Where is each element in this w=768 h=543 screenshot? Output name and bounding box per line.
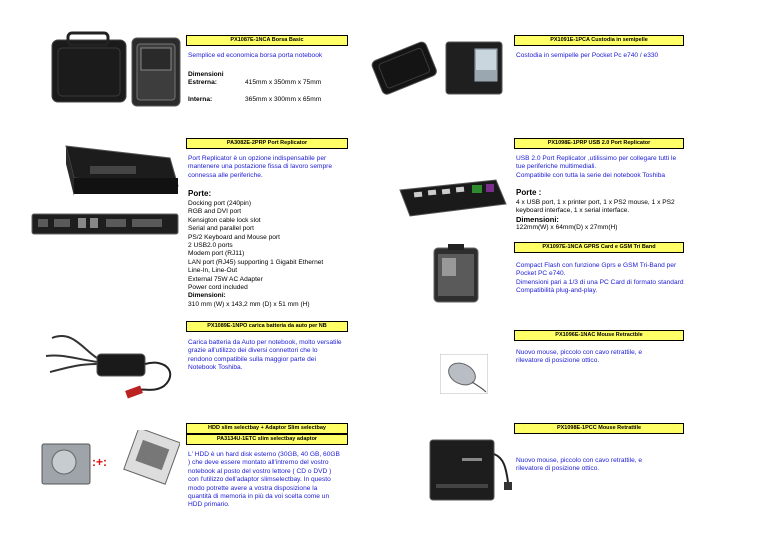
mouse-illustration: [440, 354, 488, 394]
description-line: Pocket PC e740.: [516, 270, 566, 278]
description-line: rendono compatibile sulla maggior parte dei: [188, 355, 316, 363]
ports-label: Porte:: [188, 189, 212, 198]
description-line: Compatibile con tutta la serie dei notebook Toshiba: [516, 171, 666, 179]
product-header: PX1098E-1PCC Mouse Retrattile: [514, 423, 684, 434]
dimensions-value: 310 mm (W) x 143,2 mm (D) x 51 mm (H): [188, 300, 310, 308]
description-line: con l'utilizzo dell'adaptor slimselectbay. In questo: [188, 476, 331, 484]
ports-list: [516, 199, 675, 233]
product-header: PA3082E-2PRP Port Replicator: [186, 138, 348, 149]
product-car-charger-image: [42, 328, 182, 400]
usb-port-replicator-illustration: [396, 176, 508, 220]
internal-value: 365mm x 300mm x 65mm: [245, 96, 322, 103]
port-item: Kensigton cable lock slot: [188, 216, 261, 224]
product-description: [188, 339, 342, 373]
product-description: [188, 155, 332, 180]
internal-label: Interna:: [188, 96, 213, 103]
description-line: L' HDD è un hard disk esterno (30GB, 40 GB, 60GB: [188, 451, 340, 458]
description-line: tue periferiche multimediali.: [516, 163, 597, 171]
product-header: PX1087E-1NCA Borsa Basic: [186, 35, 348, 46]
description-line: Compact Flash con funzione Gprs e GSM Tri-Band per: [516, 262, 677, 269]
product-header: PX1096E-1NAC Mouse Retractble: [514, 330, 684, 341]
dimensions-label: Dimensioni: [188, 71, 224, 78]
description-line: Port Replicator è un opzione indispensabile per: [188, 155, 327, 162]
product-description: Semplice ed economica borsa porta notebook: [188, 52, 323, 59]
description-line: Compatibilità plug-and-play.: [516, 287, 598, 295]
hdd-illustration: [40, 430, 180, 492]
port-item: Modem port (RJ11): [188, 250, 245, 258]
port-item: 2 USB2.0 ports: [188, 242, 233, 250]
ports-list: [188, 200, 323, 309]
description-line: Dimensioni pari a 1/3 di una PC Card di formato standard: [516, 278, 684, 286]
port-item: LAN port (RJ45) supporting 1 Gigabit Ethernet: [188, 258, 324, 266]
description-line: Nuovo mouse, piccolo con cavo retrattile, e: [516, 457, 643, 464]
product-description: [516, 457, 642, 474]
product-description: Costodia in semipelle per Pocket Pc e740 / e330: [516, 52, 659, 59]
port-item: External 75W AC Adapter: [188, 275, 263, 283]
description-line: connessa alle periferiche.: [188, 171, 263, 179]
product-header: PX1091E-1PCA Custodia in semipelle: [514, 35, 684, 46]
product-subheader: PA3134U-1ETC slim selectbay adaptor: [186, 434, 348, 445]
port-item: Line-In, Line-Out: [188, 267, 238, 275]
gprs-card-illustration: [428, 244, 484, 306]
product-case-image: [370, 38, 510, 98]
description-line: ) che deve essere montato all'intrerno del vostro: [188, 459, 329, 467]
description-line: Notebook Toshiba.: [188, 364, 243, 372]
product-external-drive-image: [428, 434, 514, 504]
plus-sign: :+:: [92, 455, 107, 469]
product-header: PX1097E-1NCA GPRS Card e GSM Tri Band: [514, 242, 684, 253]
description-line: Nuovo mouse, piccolo con cavo retrattile, e: [516, 349, 643, 356]
dimensions-label: Dimensioni:: [516, 214, 559, 224]
description-line: grazie all'utilizzo dei diversi connettori che lo: [188, 347, 318, 355]
product-header: PX1089E-1NPO carica batteria da auto per NB: [186, 321, 348, 332]
description-line: HDD primario.: [188, 501, 230, 509]
port-item: PS/2 Keyboard and Mouse port: [188, 233, 281, 241]
product-hdd-image: [40, 430, 180, 492]
product-gprs-card-image: [428, 244, 484, 306]
product-mouse-image: [440, 354, 488, 394]
ports-label: Porte :: [516, 188, 542, 197]
product-port-replicator-image: [30, 138, 180, 240]
description-line: Carica batteria da Auto per notebook, molto versatile: [188, 339, 342, 346]
description-line: notebook al posto del vostro lettore ( CD o DVD ): [188, 467, 332, 475]
port-item: Serial and parallel port: [188, 225, 254, 233]
description-line: modo potrette avere a vostra disposizione la: [188, 484, 318, 492]
port-replicator-illustration: [30, 138, 180, 240]
port-item: 4 x USB port, 1 x printer port, 1 x PS2 mouse, 1 x PS2: [516, 199, 675, 206]
product-bag-image: [48, 30, 183, 110]
external-drive-illustration: [428, 434, 514, 504]
description-line: mantenere una postazione fissa di lavoro sempre: [188, 163, 333, 171]
product-description: [516, 349, 642, 366]
product-header: PX1098E-1PRP USB 2.0 Port Replicator: [514, 138, 684, 149]
product-description: [516, 155, 676, 180]
description-line: USB 2.0 Port Replicator ,utilissimo per collegare tutti le: [516, 155, 677, 162]
external-value: 415mm x 350mm x 75mm: [245, 79, 322, 86]
port-item: Docking port (240pin): [188, 200, 252, 207]
port-item: Power cord included: [188, 284, 248, 292]
car-charger-illustration: [42, 328, 182, 400]
port-item: RGB and DVI port: [188, 208, 242, 216]
description-line: rilevatore di posizione ottico.: [516, 465, 600, 473]
pocket-pc-case-illustration: [370, 38, 510, 98]
description-line: rilevatore di posizione ottico.: [516, 357, 600, 365]
laptop-bag-illustration: [48, 30, 183, 110]
product-description: [516, 262, 684, 296]
product-usb-replicator-image: [396, 176, 508, 220]
product-description: [188, 451, 340, 510]
external-label: Estrerna:: [188, 79, 217, 86]
description-line: quantità di memoria in più da voi scelta come un: [188, 493, 330, 501]
dimensions-value: 122mm(W) x 64mm(D) x 27mm(H): [516, 224, 618, 232]
dimensions-label: Dimensioni:: [188, 292, 226, 300]
port-item: keyboard interface, 1 x serial interface.: [516, 207, 630, 215]
product-header: HDD slim selectbay + Adaptor Slim selectbay: [186, 423, 348, 434]
